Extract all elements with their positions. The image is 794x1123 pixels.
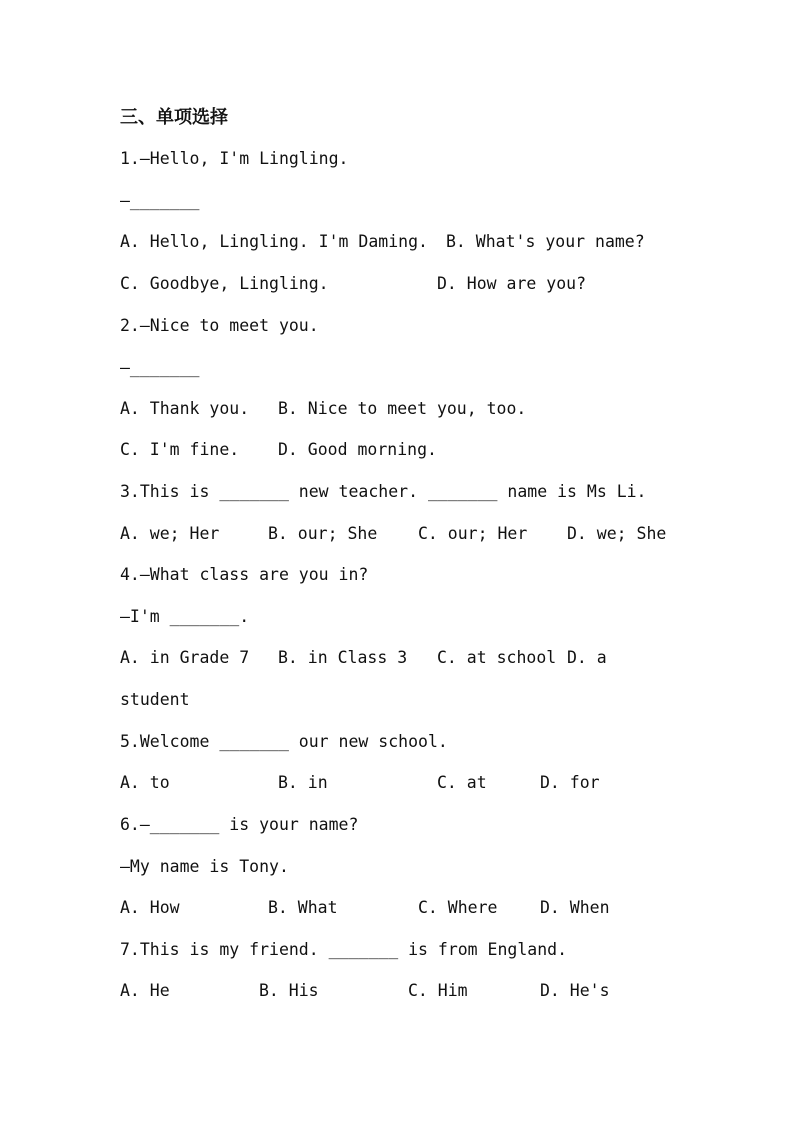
question-2-option-a: A. Thank you. (120, 399, 250, 418)
question-1-option-d: D. How are you? (437, 274, 587, 293)
question-4-prompt: 4.—What class are you in? (120, 565, 369, 584)
question-2-option-d: D. Good morning. (278, 440, 437, 459)
question-4-option-a: A. in Grade 7 (120, 648, 250, 667)
question-2-prompt: 2.—Nice to meet you. (120, 316, 319, 335)
question-1-option-a: A. Hello, Lingling. I'm Daming. (120, 232, 428, 251)
question-7-option-d: D. He's (540, 981, 610, 1000)
question-7-option-c: C. Him (408, 981, 468, 1000)
question-5-prompt: 5.Welcome _______ our new school. (120, 732, 448, 751)
question-6-prompt: 6.—_______ is your name? (120, 815, 359, 834)
question-2-option-b: B. Nice to meet you, too. (278, 399, 527, 418)
question-4-option-d-continued: student (120, 690, 190, 709)
question-7-option-b: B. His (259, 981, 319, 1000)
question-1-option-b: B. What's your name? (446, 232, 645, 251)
question-1-prompt: 1.—Hello, I'm Lingling. (120, 149, 349, 168)
question-3-prompt: 3.This is _______ new teacher. _______ name is Ms Li. (120, 482, 647, 501)
question-2-option-c: C. I'm fine. (120, 440, 240, 459)
question-4-option-d: D. a (567, 648, 607, 667)
question-6-option-c: C. Where (418, 898, 498, 917)
question-4-option-c: C. at school (437, 648, 557, 667)
question-2-response: —_______ (120, 358, 200, 377)
question-3-option-d: D. we; She (567, 524, 667, 543)
question-3-option-b: B. our; She (268, 524, 378, 543)
question-6-response: —My name is Tony. (120, 857, 289, 876)
question-5-option-c: C. at (437, 773, 487, 792)
question-7-prompt: 7.This is my friend. _______ is from England. (120, 940, 568, 959)
question-1-response: —_______ (120, 191, 200, 210)
question-3-option-a: A. we; Her (120, 524, 220, 543)
question-5-option-b: B. in (278, 773, 328, 792)
question-5-option-a: A. to (120, 773, 170, 792)
question-6-option-a: A. How (120, 898, 180, 917)
question-1-option-c: C. Goodbye, Lingling. (120, 274, 329, 293)
question-7-option-a: A. He (120, 981, 170, 1000)
section-title: 三、单项选择 (120, 107, 228, 128)
question-3-option-c: C. our; Her (418, 524, 528, 543)
question-4-response: —I'm _______. (120, 607, 250, 626)
question-6-option-d: D. When (540, 898, 610, 917)
question-5-option-d: D. for (540, 773, 600, 792)
question-4-option-b: B. in Class 3 (278, 648, 408, 667)
question-6-option-b: B. What (268, 898, 338, 917)
